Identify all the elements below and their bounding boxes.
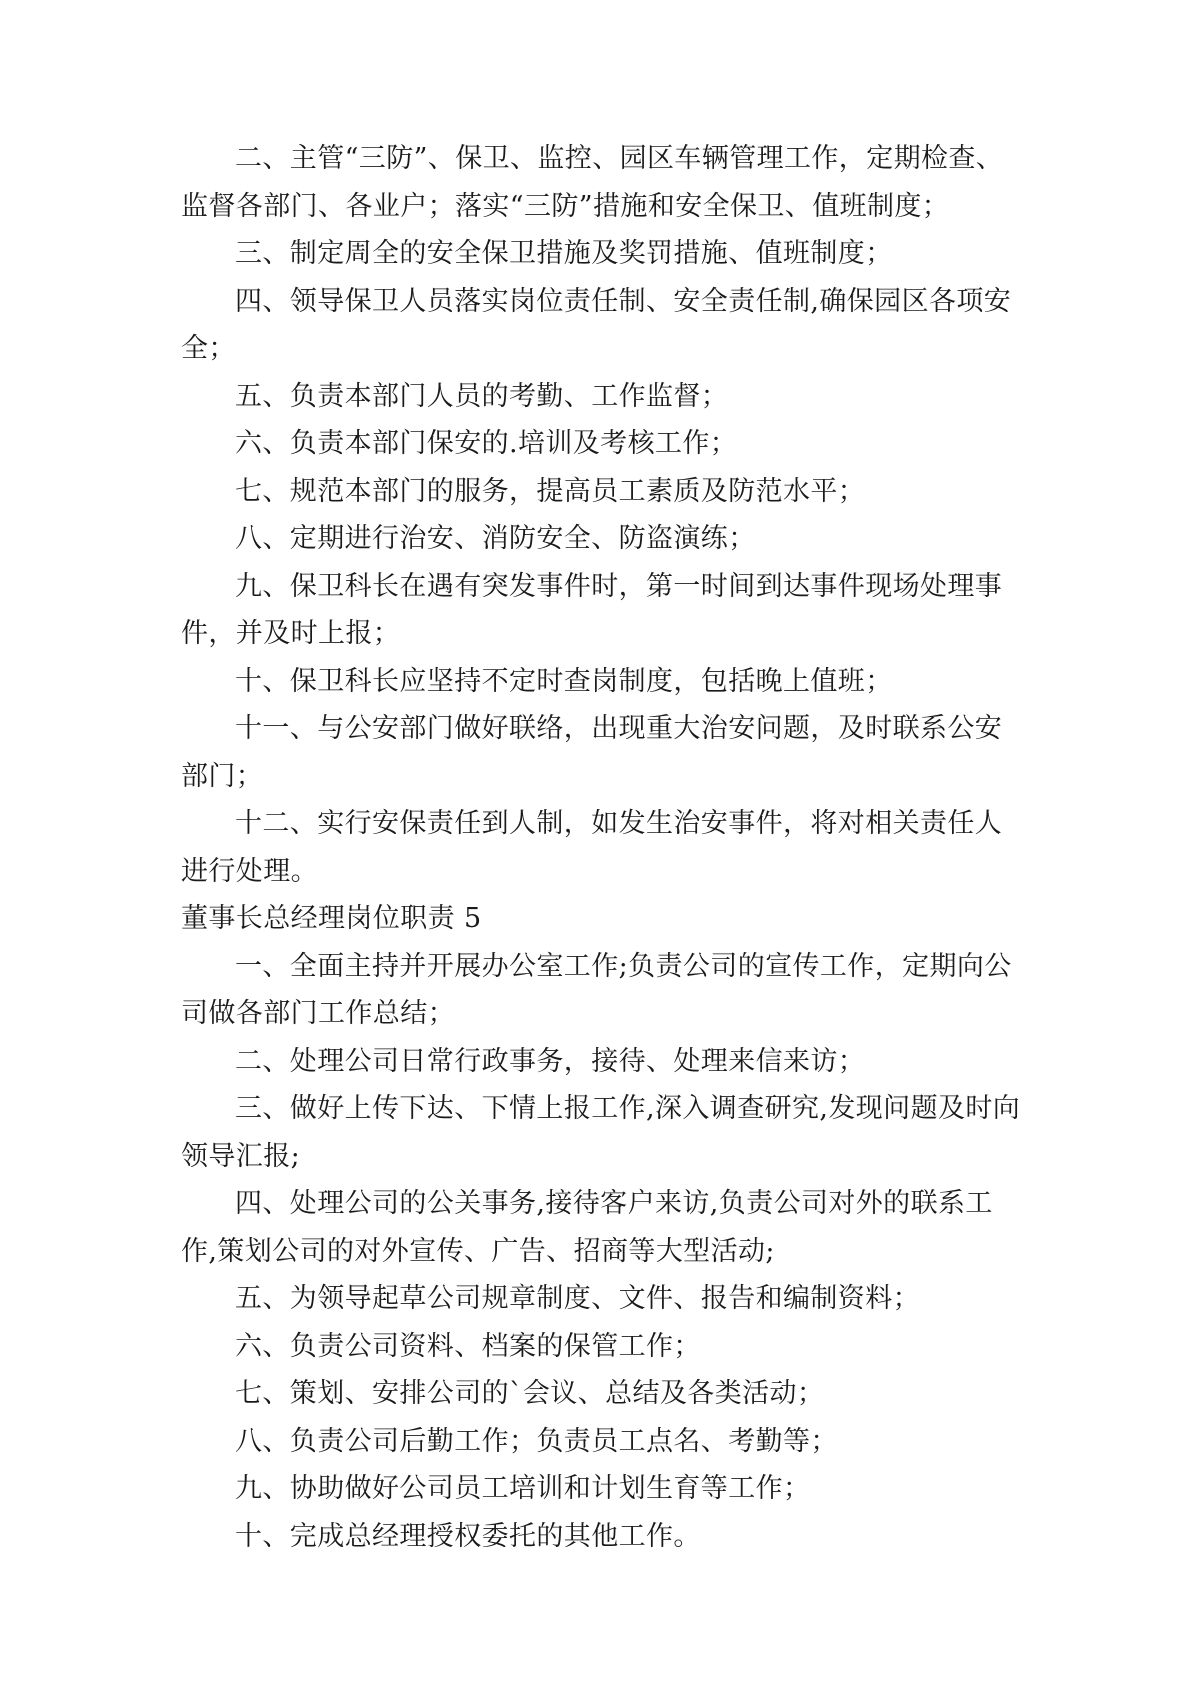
list-item: 七、规范本部门的服务，提高员工素质及防范水平； [235, 475, 866, 507]
list-item: 十一、与公安部门做好联络，出现重大治安问题，及时联系公安部门； [181, 713, 1003, 792]
list-item: 四、处理公司的公关事务,接待客户来访,负责公司对外的联系工作,策划公司的对外宣传、广告、招商等大型活动; [181, 1188, 993, 1267]
list-item: 二、主管“三防”、保卫、监控、园区车辆管理工作，定期检查、监督各部门、各业户；落实“三防”措施和安全保卫、值班制度； [181, 143, 1004, 222]
section-heading: 董事长总经理岗位职责 5 [181, 903, 482, 934]
list-item: 二、处理公司日常行政事务，接待、处理来信来访； [235, 1045, 866, 1077]
list-item: 六、负责公司资料、档案的保管工作； [235, 1330, 701, 1362]
list-item: 九、协助做好公司员工培训和计划生育等工作； [235, 1473, 811, 1504]
list-item: 五、为领导起草公司规章制度、文件、报告和编制资料； [235, 1283, 920, 1314]
list-item: 五、负责本部门人员的考勤、工作监督； [235, 380, 729, 412]
list-item: 八、负责公司后勤工作；负责员工点名、考勤等； [235, 1425, 838, 1457]
list-item: 一、全面主持并开展办公室工作;负责公司的宣传工作，定期向公司做各部门工作总结； [181, 950, 1012, 1029]
list-item: 十、完成总经理授权委托的其他工作。 [235, 1520, 701, 1552]
list-item: 四、领导保卫人员落实岗位责任制、安全责任制,确保园区各项安全； [181, 285, 1012, 364]
document-body [181, 135, 1021, 1560]
list-item: 七、策划、安排公司的`会议、总结及各类活动； [235, 1378, 825, 1409]
list-item: 十、保卫科长应坚持不定时查岗制度，包括晚上值班； [235, 665, 893, 697]
list-item: 三、制定周全的安全保卫措施及奖罚措施、值班制度； [235, 238, 893, 269]
list-item: 六、负责本部门保安的.培训及考核工作； [235, 428, 738, 459]
list-item: 八、定期进行治安、消防安全、防盗演练； [235, 523, 756, 554]
list-item: 十二、实行安保责任到人制，如发生治安事件，将对相关责任人进行处理。 [181, 808, 1003, 887]
list-item: 九、保卫科长在遇有突发事件时，第一时间到达事件现场处理事件，并及时上报； [181, 570, 1003, 649]
list-item: 三、做好上传下达、下情上报工作,深入调查研究,发现问题及时向领导汇报; [181, 1093, 1021, 1172]
